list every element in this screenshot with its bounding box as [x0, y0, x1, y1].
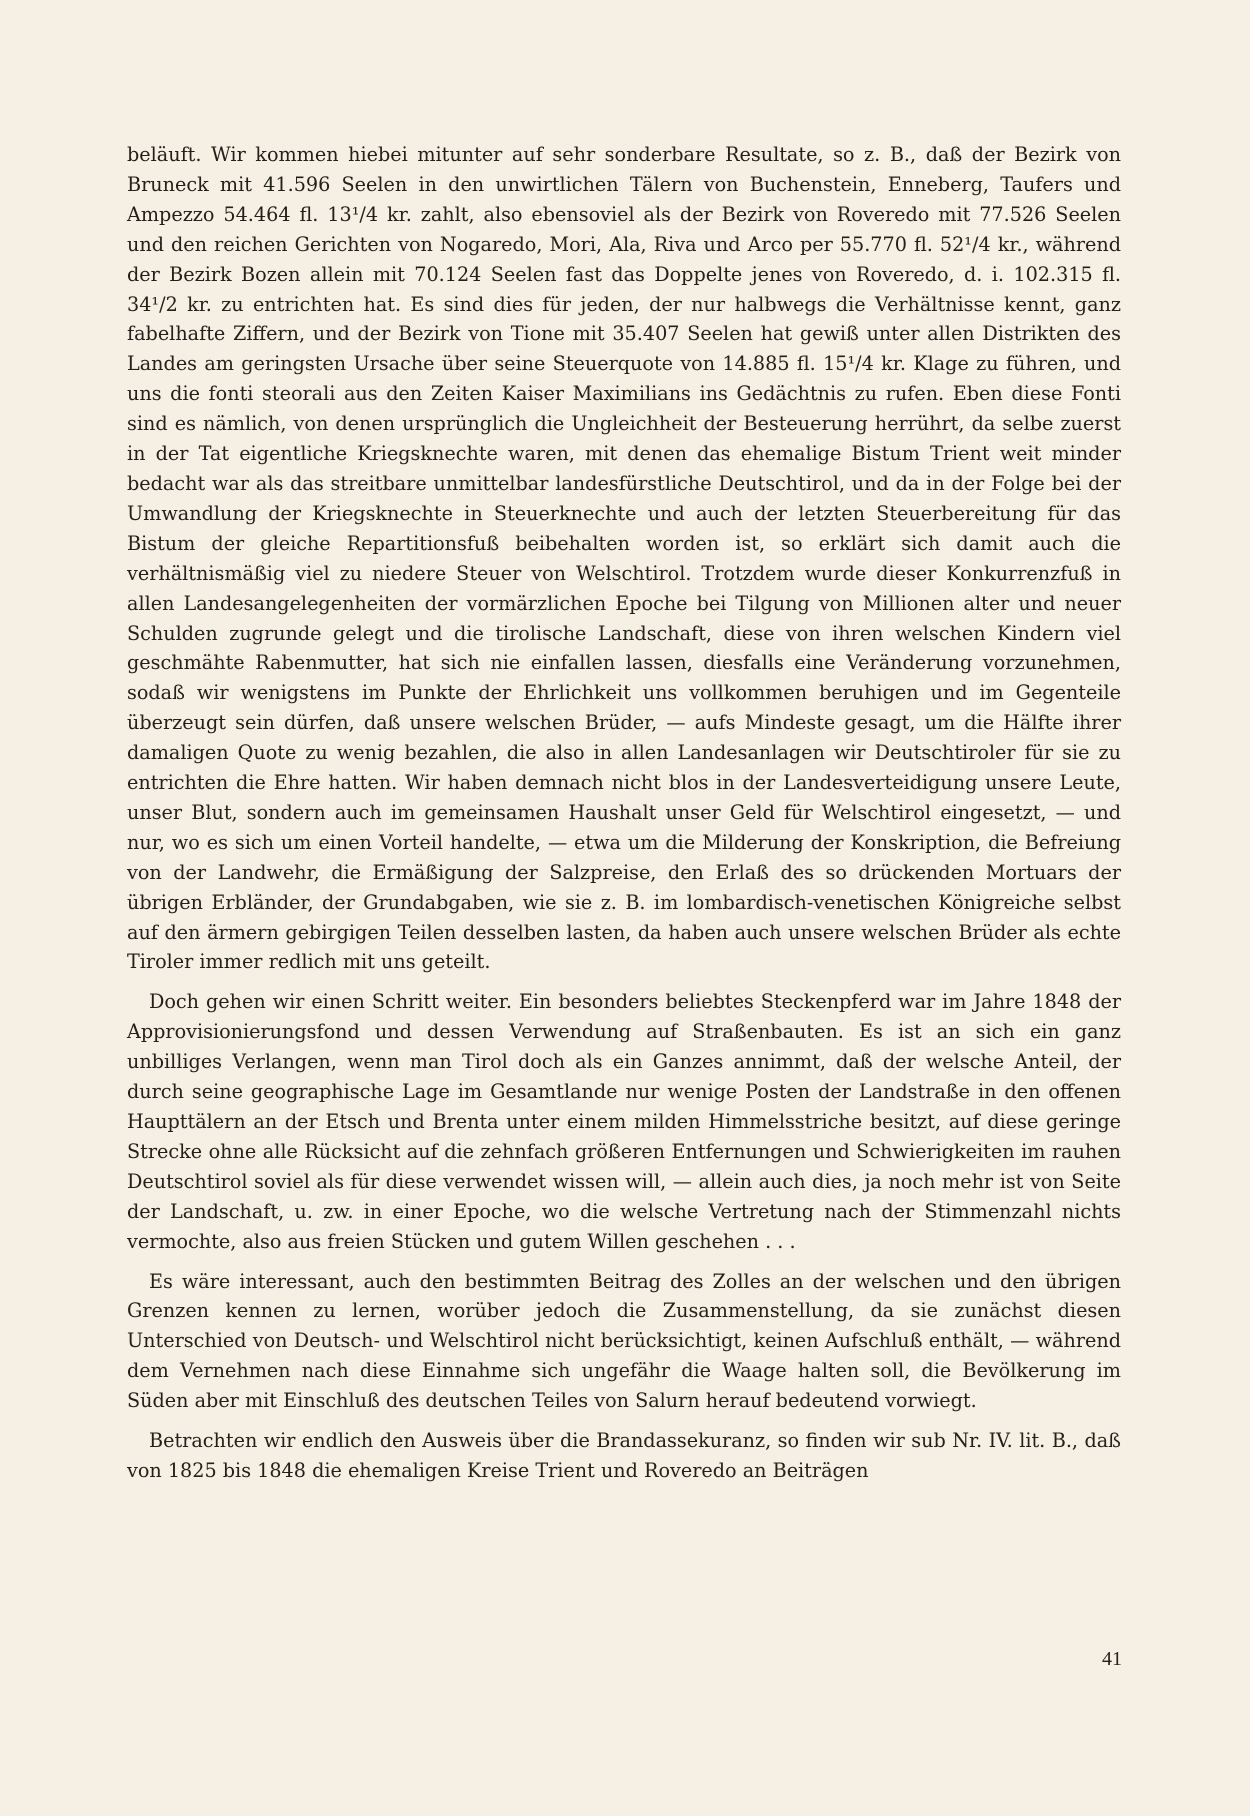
paragraph-2: Doch gehen wir einen Schritt weiter. Ein besonders beliebtes Steckenpferd war im Jahre 1848 der Approvisionierungsfond und dessen Verwendung auf Straßenbauten. Es ist an sich ein ganz unbilliges Verlangen, wenn man Tirol doch als ein Ganzes annimmt, daß der welsche Anteil, der durch seine geographische Lage im Gesamtlande nur wenige Posten der Landstraße in den offenen Haupttälern an der Etsch und Brenta unter einem milden Himmelsstriche besitzt, auf diese geringe Strecke ohne alle Rücksicht auf die zehnfach größeren Entfernungen und Schwierigkeiten im rauhen Deutschtirol soviel als für diese verwendet wissen will, — allein auch dies, ja noch mehr ist von Seite der Landschaft, u. zw. in einer Epoche, wo die welsche Vertretung nach der Stimmenzahl nichts vermochte, also aus freien Stücken und gutem Willen geschehen . . .	[127, 990, 1121, 1253]
paragraph-3: Es wäre interessant, auch den bestimmten Beitrag des Zolles an der welschen und den übrigen Grenzen kennen zu lernen, worüber jedoch die Zusammenstellung, da sie zunächst diesen Unterschied von Deutsch- und Welschtirol nicht berücksichtigt, keinen Aufschluß enthält, — während dem Vernehmen nach diese Einnahme sich ungefähr die Waage halten soll, die Bevölkerung im Süden aber mit Einschluß des deutschen Teiles von Salurn herauf bedeutend vorwiegt.	[127, 1269, 1121, 1413]
body-text	[127, 140, 1121, 1486]
paragraph-1: beläuft. Wir kommen hiebei mitunter auf sehr sonderbare Resultate, so z. B., daß der Bezirk von Bruneck mit 41.596 Seelen in den unwirtlichen Tälern von Buchenstein, Enneberg, Taufers und Ampezzo 54.464 fl. 13¹/4 kr. zahlt, also ebensoviel als der Bezirk von Roveredo mit 77.526 Seelen und den reichen Gerichten von Nogaredo, Mori, Ala, Riva und Arco per 55.770 fl. 52¹/4 kr., während der Bezirk Bozen allein mit 70.124 Seelen fast das Doppelte jenes von Roveredo, d. i. 102.315 fl. 34¹/2 kr. zu entrichten hat. Es sind dies für jeden, der nur halbwegs die Verhältnisse kennt, ganz fabelhafte Ziffern, und der Bezirk von Tione mit 35.407 Seelen hat gewiß unter allen Distrikten des Landes am geringsten Ursache über seine Steuerquote von 14.885 fl. 15¹/4 kr. Klage zu führen, und uns die fonti steorali aus den Zeiten Kaiser Maximilians ins Gedächtnis zu rufen. Eben diese Fonti sind es nämlich, von denen ursprünglich die Ungleichheit der Besteuerung herrührt, da selbe zuerst in der Tat eigentliche Kriegsknechte waren, mit denen das ehemalige Bistum Trient weit minder bedacht war als das streitbare unmittelbar landesfürstliche Deutschtirol, und da in der Folge bei der Umwandlung der Kriegsknechte in Steuerknechte und auch der letzten Steuerbereitung für das Bistum der gleiche Repartitionsfuß beibehalten worden ist, so erklärt sich damit auch die verhältnismäßig viel zu niedere Steuer von Welschtirol. Trotzdem wurde dieser Konkurrenzfuß in allen Landesangelegenheiten der vormärzlichen Epoche bei Tilgung von Millionen alter und neuer Schulden zugrunde gelegt und die tirolische Landschaft, diese von ihren welschen Kindern viel geschmähte Rabenmutter, hat sich nie einfallen lassen, diesfalls eine Veränderung vorzunehmen, sodaß wir wenigstens im Punkte der Ehrlichkeit uns vollkommen beruhigen und im Gegenteile überzeugt sein dürfen, daß unsere welschen Brüder, — aufs Mindeste gesagt, um die Hälfte ihrer damaligen Quote zu wenig bezahlen, die also in allen Landesanlagen wir Deutschtiroler für sie zu entrichten die Ehre hatten. Wir haben demnach nicht blos in der Landesverteidigung unsere Leute, unser Blut, sondern auch im gemeinsamen Haushalt unser Geld für Welschtirol eingesetzt, — und nur, wo es sich um einen Vorteil handelte, — etwa um die Milderung der Konskription, die Befreiung von der Landwehr, die Ermäßigung der Salzpreise, den Erlaß des so drückenden Mortuars der übrigen Erbländer, der Grundabgaben, wie sie z. B. im lombardisch-venetischen Königreiche selbst auf den ärmern gebirgigen Teilen desselben lasten, da haben auch unsere welschen Brüder als echte Tiroler immer redlich mit uns geteilt.	[127, 143, 1121, 974]
page-number: 41	[1102, 1648, 1122, 1670]
paragraph-4: Betrachten wir endlich den Ausweis über die Brandassekuranz, so finden wir sub Nr. IV. lit. B., daß von 1825 bis 1848 die ehemaligen Kreise Trient und Roveredo an Beiträgen	[127, 1429, 1121, 1482]
